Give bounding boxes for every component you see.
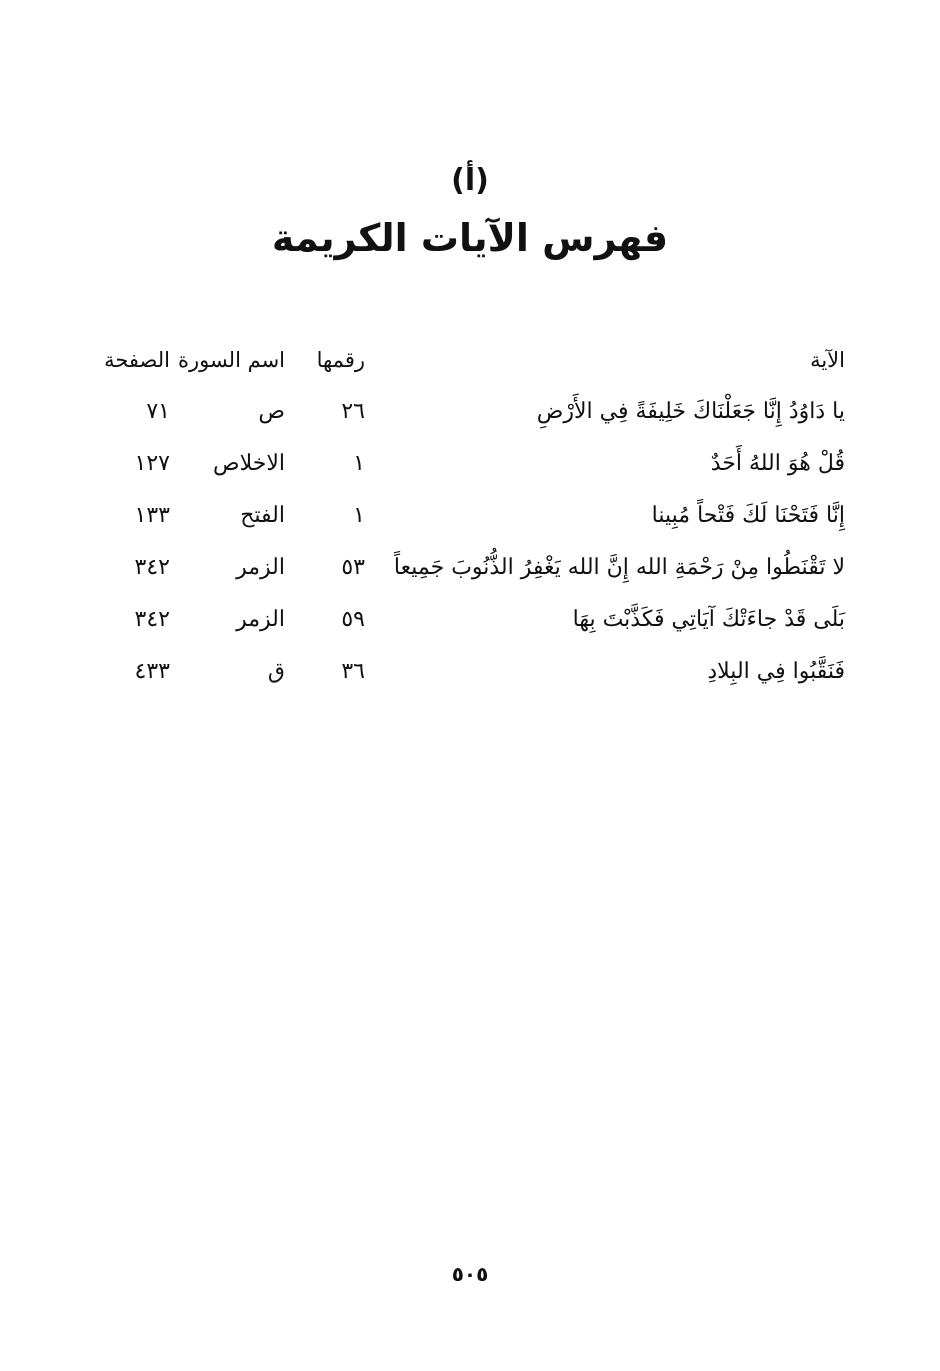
section-number: (أ) <box>451 163 489 198</box>
page-ref: ١٣٣ <box>134 503 170 528</box>
header-surah: اسم السورة <box>177 348 285 372</box>
surah-name: الزمر <box>236 607 285 632</box>
ayah-number: ٢٦ <box>341 399 365 424</box>
ayah-number: ٥٩ <box>341 607 365 632</box>
ayah-text: يا دَاوُدُ إِنَّا جَعَلْنَاكَ خَلِيفَةً فِي الأَرْضِ <box>536 399 845 424</box>
table-row <box>100 392 845 444</box>
ayah-text: لا تَقْنَطُوا مِنْ رَحْمَةِ الله إِنَّ الله يَغْفِرُ الذُّنُوبَ جَمِيعاً <box>393 555 845 580</box>
table-row <box>100 496 845 548</box>
table-row <box>100 600 845 652</box>
surah-name: الاخلاص <box>213 451 285 476</box>
surah-name: الفتح <box>240 503 285 528</box>
ayah-number: ٥٣ <box>341 555 365 580</box>
surah-name: الزمر <box>236 555 285 580</box>
ayah-number: ١ <box>353 451 365 476</box>
ayah-text: إِنَّا فَتَحْنَا لَكَ فَتْحاً مُبِينا <box>651 503 845 528</box>
surah-name: ص <box>258 399 285 424</box>
ayah-number: ١ <box>353 503 365 528</box>
table-row <box>100 548 845 600</box>
page-ref: ٣٤٢ <box>134 607 170 632</box>
ayah-number: ٣٦ <box>341 659 365 684</box>
verse-index-table <box>100 340 845 704</box>
page-ref: ١٢٧ <box>134 451 170 476</box>
header-page: الصفحة <box>104 348 170 372</box>
table-row <box>100 444 845 496</box>
surah-name: ق <box>267 659 285 684</box>
page-title: فهرس الآيات الكريمة <box>271 216 669 260</box>
page-ref: ٧١ <box>146 399 170 424</box>
ayah-text: قُلْ هُوَ اللهُ أَحَدٌ <box>710 451 845 476</box>
page-ref: ٤٣٣ <box>134 659 170 684</box>
page-ref: ٣٤٢ <box>134 555 170 580</box>
ayah-text: فَنَقَّبُوا فِي البِلادِ <box>707 659 845 684</box>
header-ayah: الآية <box>810 348 845 372</box>
page-number: ٥٠٥ <box>451 1262 489 1286</box>
header-number: رقمها <box>316 348 365 372</box>
table-header-row <box>100 340 845 392</box>
ayah-text: بَلَى قَدْ جاءَتْكَ آيَاتِي فَكَذَّبْتَ بِهَا <box>572 607 845 632</box>
table-row <box>100 652 845 704</box>
